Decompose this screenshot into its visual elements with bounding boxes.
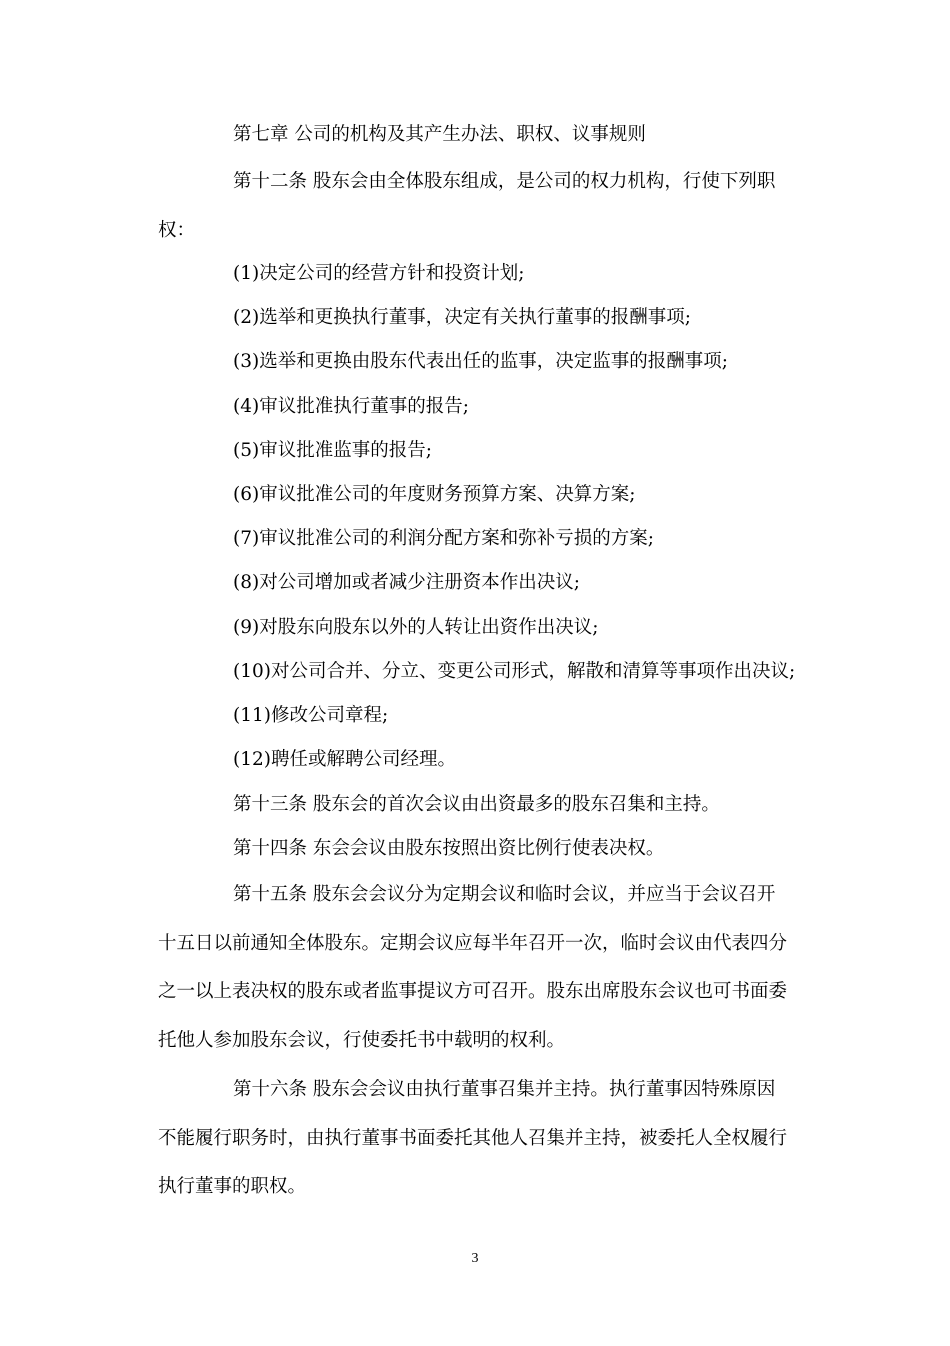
list-item-4: (4)审议批准执行董事的报告; xyxy=(233,396,469,417)
article-12-line-2: 权： xyxy=(158,220,196,241)
list-item-2: (2)选举和更换执行董事，决定有关执行董事的报酬事项; xyxy=(233,307,691,328)
page-number: 3 xyxy=(471,1251,479,1266)
list-item-10: (10)对公司合并、分立、变更公司形式，解散和清算等事项作出决议; xyxy=(233,661,796,682)
article-12-line-1: 第十二条 股东会由全体股东组成，是公司的权力机构，行使下列职 xyxy=(233,171,776,192)
article-16-line-3: 执行董事的职权。 xyxy=(158,1176,307,1197)
list-item-11: (11)修改公司章程; xyxy=(233,705,389,726)
list-item-12: (12)聘任或解聘公司经理。 xyxy=(233,749,456,770)
article-15-line-3: 之一以上表决权的股东或者监事提议方可召开。股东出席股东会议也可书面委 xyxy=(158,981,788,1002)
chapter-heading: 第七章 公司的机构及其产生办法、职权、议事规则 xyxy=(233,124,646,145)
article-15-line-4: 托他人参加股东会议，行使委托书中载明的权利。 xyxy=(158,1030,566,1051)
list-item-9: (9)对股东向股东以外的人转让出资作出决议; xyxy=(233,617,599,638)
list-item-5: (5)审议批准监事的报告; xyxy=(233,440,432,461)
article-14: 第十四条 东会会议由股东按照出资比例行使表决权。 xyxy=(233,838,665,859)
article-15-line-2: 十五日以前通知全体股东。定期会议应每半年召开一次，临时会议由代表四分 xyxy=(158,933,788,954)
article-16-line-1: 第十六条 股东会会议由执行董事召集并主持。执行董事因特殊原因 xyxy=(233,1079,776,1100)
list-item-1: (1)决定公司的经营方针和投资计划; xyxy=(233,263,525,284)
list-item-8: (8)对公司增加或者减少注册资本作出决议; xyxy=(233,572,580,593)
article-15-line-1: 第十五条 股东会会议分为定期会议和临时会议，并应当于会议召开 xyxy=(233,884,776,905)
article-16-line-2: 不能履行职务时，由执行董事书面委托其他人召集并主持，被委托人全权履行 xyxy=(158,1128,788,1149)
list-item-7: (7)审议批准公司的利润分配方案和弥补亏损的方案; xyxy=(233,528,654,549)
list-item-6: (6)审议批准公司的年度财务预算方案、决算方案; xyxy=(233,484,636,505)
list-item-3: (3)选举和更换由股东代表出任的监事，决定监事的报酬事项; xyxy=(233,351,728,372)
article-13: 第十三条 股东会的首次会议由出资最多的股东召集和主持。 xyxy=(233,794,720,815)
